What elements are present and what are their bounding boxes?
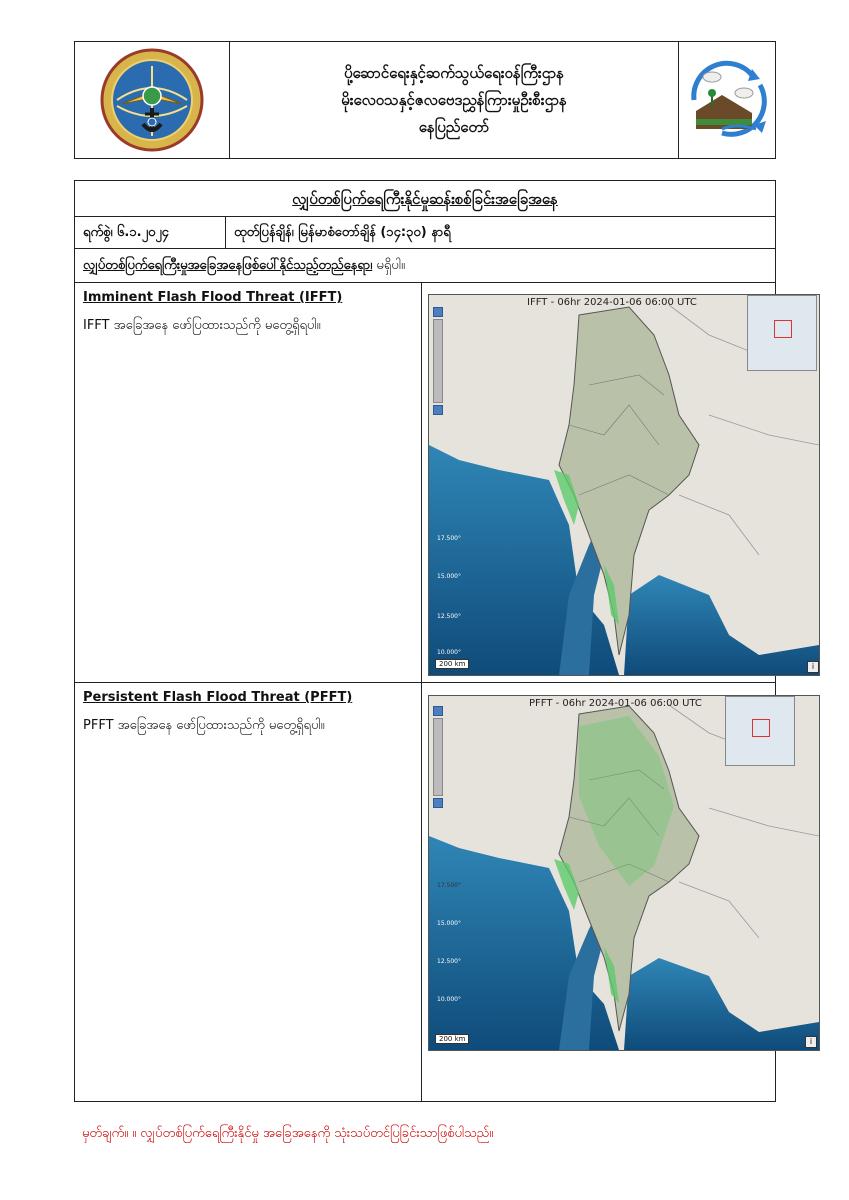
dmh-emblem-icon (97, 46, 207, 154)
header-block (74, 41, 776, 159)
bulletin-title: လျှပ်တစ်ပြက်ရေကြီးနိုင်မှုဆန်းစစ်ခြင်းအခြေအနေ (292, 190, 558, 208)
ifft-locator-box (774, 320, 792, 338)
pfft-info-icon[interactable]: i (805, 1036, 817, 1048)
right-logo-cell (678, 42, 775, 158)
area-row (75, 249, 775, 283)
date-row (75, 217, 775, 249)
ifft-scale-bar: 200 km (435, 659, 469, 669)
issue-time-cell: ထုတ်ပြန်ချိန်၊ မြန်မာစံတော်ချိန် (၁၄:၃၀) နာရီ (234, 225, 451, 240)
ifft-lat-label-3: 12.500° (437, 613, 461, 620)
pfft-lat-label-2: 15.000° (437, 920, 461, 927)
ifft-zoom-in-button[interactable] (433, 307, 443, 317)
date-cell: ရက်စွဲ၊ ၆.၁.၂၀၂၄ (75, 217, 226, 249)
ministry-line-1: ပို့ဆောင်ရေးနှင့်ဆက်သွယ်ရေးဝန်ကြီးဌာန (344, 63, 564, 82)
ifft-locator-inset[interactable] (747, 295, 817, 371)
pfft-panel (75, 683, 813, 1101)
footer-note: မှတ်ချက်။ ။ လျှပ်တစ်ပြက်ရေကြီးနိုင်မှု အခြေအနေကို သုံးသပ်တင်ပြခြင်းသာဖြစ်ပါသည်။ (82, 1126, 494, 1141)
pfft-map-title: PFFT - 06hr 2024-01-06 06:00 UTC (529, 698, 702, 709)
pfft-map[interactable] (428, 695, 820, 1051)
ministry-line-2: မိုးလေဝသနှင့်ဇလဗေဒညွှန်ကြားမှုဦးစီးဌာန (341, 90, 567, 109)
ifft-lat-label-1: 17.500° (437, 535, 461, 542)
pfft-zoom-in-button[interactable] (433, 706, 443, 716)
area-label: လျှပ်တစ်ပြက်ရေကြီးမှုအခြေအနေဖြစ်ပေါ်နိုင်သည့်တည်နေရာ၊ (83, 258, 373, 273)
bulletin-table (74, 180, 815, 1102)
pfft-text-cell (75, 683, 422, 1101)
ifft-text-cell (75, 283, 422, 682)
ifft-zoom-slider[interactable] (433, 319, 443, 403)
ifft-map-title: IFFT - 06hr 2024-01-06 06:00 UTC (527, 297, 697, 308)
pfft-lat-label-3: 12.500° (437, 958, 461, 965)
ministry-title (230, 42, 678, 158)
ifft-title: Imminent Flash Flood Threat (IFFT) (83, 290, 343, 305)
pfft-zoom-out-button[interactable] (433, 798, 443, 808)
pfft-description: PFFT အခြေအနေ ဖော်ပြထားသည်ကို မတွေ့ရှိရပါ။ (83, 718, 325, 733)
ifft-info-icon[interactable]: i (807, 661, 819, 673)
ifft-lat-label-4: 10.000° (437, 649, 461, 656)
left-logo-cell (75, 42, 230, 158)
pfft-scale-bar: 200 km (435, 1034, 469, 1044)
area-value: မရှိပါ။ (372, 258, 405, 273)
ministry-line-3: နေပြည်တော် (418, 117, 490, 136)
pfft-lat-label-4: 10.000° (437, 996, 461, 1003)
water-cycle-icon (682, 55, 772, 145)
pfft-zoom-slider[interactable] (433, 718, 443, 796)
ifft-map[interactable] (428, 294, 820, 676)
pfft-title: Persistent Flash Flood Threat (PFFT) (83, 690, 353, 705)
ifft-lat-label-2: 15.000° (437, 573, 461, 580)
ifft-description: IFFT အခြေအနေ ဖော်ပြထားသည်ကို မတွေ့ရှိရပါ။ (83, 318, 321, 333)
ifft-panel (75, 283, 815, 683)
ifft-zoom-out-button[interactable] (433, 405, 443, 415)
pfft-lat-label-1: 17.500° (437, 882, 461, 889)
pfft-locator-inset[interactable] (725, 696, 795, 766)
bulletin-title-row (75, 181, 775, 217)
pfft-locator-box (752, 719, 770, 737)
